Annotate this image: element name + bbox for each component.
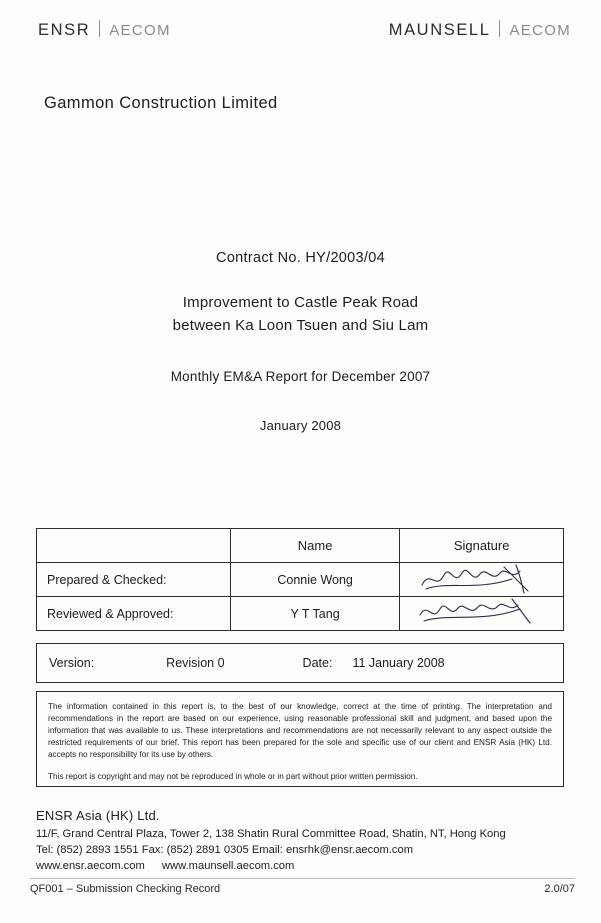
table-row <box>37 597 564 631</box>
row-label-reviewed-approved: Reviewed & Approved: <box>37 597 231 631</box>
ensr-aecom-suffix: AECOM <box>109 22 171 39</box>
maunsell-aecom-suffix: AECOM <box>509 22 571 39</box>
project-title-line-1: Improvement to Castle Peak Road <box>182 294 419 311</box>
footer-doc-version: 2.0/07 <box>544 883 575 895</box>
signature-area <box>410 563 553 596</box>
date-label: Date: <box>302 656 333 670</box>
footer-websites <box>36 858 576 874</box>
project-title-line-2: between Ka Loon Tsuen and Siu Lam <box>172 316 429 334</box>
row-label-prepared-checked: Prepared & Checked: <box>37 563 231 597</box>
footer-website-maunsell[interactable]: www.maunsell.aecom.com <box>161 860 295 873</box>
header-cell-blank <box>37 529 231 563</box>
table-row <box>37 563 564 597</box>
ensr-logo-text: ENSR <box>38 21 91 39</box>
page-header <box>0 18 601 48</box>
page-footer <box>36 808 576 875</box>
footer-doc-ref: QF001 – Submission Checking Record <box>30 883 221 895</box>
footer-address: 11/F, Grand Central Plaza, Tower 2, 138 Shatin Rural Committee Road, Shatin, NT, Hong Kong <box>36 828 506 840</box>
header-cell-name: Name <box>230 529 399 563</box>
version-value: Revision 0 <box>166 656 225 670</box>
row-name-reviewed-approved: Y T Tang <box>230 597 399 631</box>
date-value: 11 January 2008 <box>352 656 445 670</box>
footer-website-ensr[interactable]: www.ensr.aecom.com <box>36 860 145 873</box>
header-cell-signature: Signature <box>400 529 564 563</box>
row-signature-prepared-checked <box>400 563 564 597</box>
ensr-aecom-logo <box>38 18 171 40</box>
handwritten-signature-icon <box>416 561 556 597</box>
footer-reference-line <box>30 883 575 895</box>
signature-area <box>410 597 553 630</box>
handwritten-signature-icon <box>416 595 556 631</box>
disclaimer-text: The information contained in this report is, to the best of our knowledge, correct at the time of printing. The interpretation and recommendations in the report are based on our experience, using reasonable professional skill and judgment, and based upon the information that was available to us. These interpretations and recommendations are not necessarily relevant to any aspect outside the restricted requirements of our brief. This report has been prepared for the sole and specific use of our client and ENSR Asia (HK) Ltd. accepts no responsibility for its use by others. <box>48 702 552 759</box>
signature-table <box>36 528 564 631</box>
row-signature-reviewed-approved <box>400 597 564 631</box>
logo-divider <box>99 20 100 37</box>
copyright-text: This report is copyright and may not be reproduced in whole or in part without prior written permission. <box>48 772 418 782</box>
table-header-row <box>37 529 564 563</box>
version-label: Version: <box>49 656 95 670</box>
logo-divider <box>499 20 500 37</box>
title-block <box>0 250 601 433</box>
project-title <box>0 292 601 337</box>
maunsell-aecom-logo <box>389 18 571 40</box>
disclaimer-box <box>36 691 564 787</box>
version-box <box>36 643 564 683</box>
contract-number: Contract No. HY/2003/04 <box>216 250 385 266</box>
footer-company-name: ENSR Asia (HK) Ltd. <box>36 808 160 823</box>
report-title: Monthly EM&A Report for December 2007 <box>170 369 431 384</box>
footer-divider <box>30 878 575 879</box>
report-date: January 2008 <box>259 418 342 433</box>
footer-contact: Tel: (852) 2893 1551 Fax: (852) 2891 0305 Email: ensrhk@ensr.aecom.com <box>36 844 414 857</box>
row-name-prepared-checked: Connie Wong <box>230 563 399 597</box>
maunsell-logo-text: MAUNSELL <box>388 21 491 39</box>
client-name: Gammon Construction Limited <box>44 94 278 112</box>
